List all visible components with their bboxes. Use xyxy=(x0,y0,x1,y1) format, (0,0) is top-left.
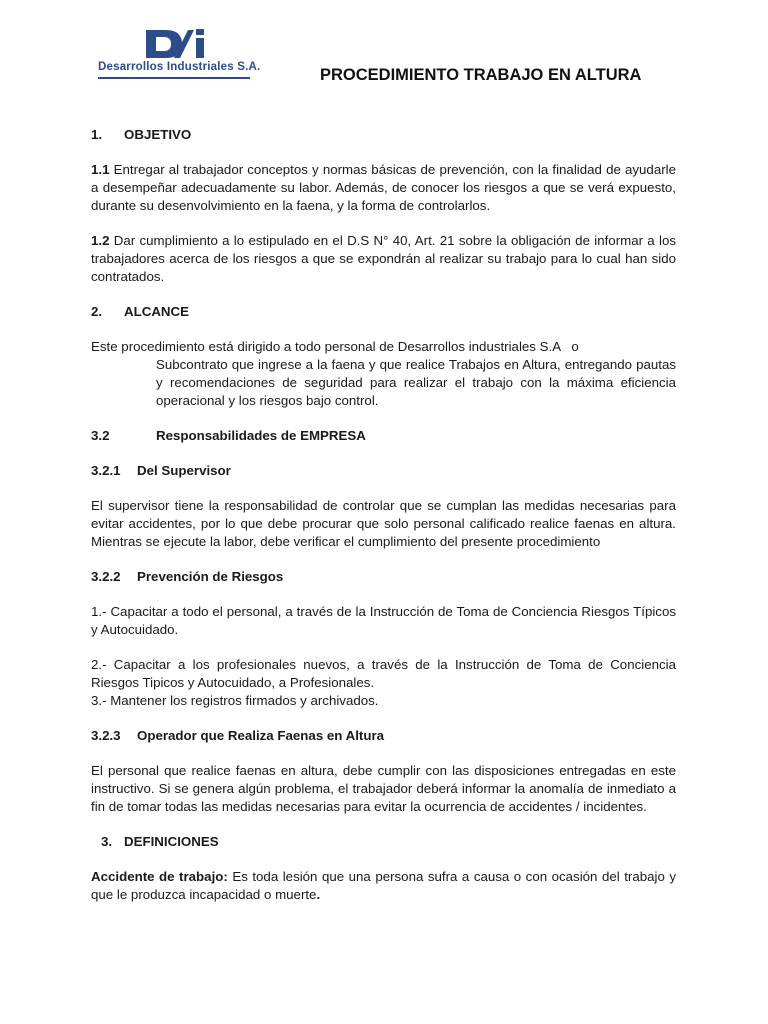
heading-objetivo: 1. OBJETIVO xyxy=(91,127,192,142)
alcance-rest: Subcontrato que ingrese a la faena y que realice Trabajos en Altura, entregando pautas y recomendaciones de seguridad para realizar el trabajo con la máxima eficiencia operacional y los riesgos bajo control. xyxy=(156,357,676,408)
heading-responsabilidades: 3.2 Responsabilidades de EMPRESA xyxy=(91,428,366,443)
heading-prevencion: 3.2.2 Prevención de Riesgos xyxy=(91,569,284,584)
di-logo-mark-icon xyxy=(144,28,208,60)
supervisor-text: El supervisor tiene la responsabilidad de controlar que se cumplan las medidas necesarias para evitar accidentes, por lo que debe procurar que solo personal calificado realice faenas en altura. Mientras se ejecute la labor, debe verificar el cumplimiento del presente procedimiento xyxy=(91,498,676,549)
prevencion-item-1: 1.- Capacitar a todo el personal, a través de la Instrucción de Toma de Conciencia Riesgos Típicos y Autocuidado. xyxy=(91,604,676,637)
company-name: Desarrollos Industriales S.A. xyxy=(98,61,261,73)
heading-alcance: 2. ALCANCE xyxy=(91,304,190,319)
heading-operador: 3.2.3 Operador que Realiza Faenas en Altura xyxy=(91,728,385,743)
alcance-line-1: Este procedimiento está dirigido a todo personal de Desarrollos industriales S.A o xyxy=(91,339,579,354)
paragraph-1-1: 1.1 Entregar al trabajador conceptos y normas básicas de prevención, con la finalidad de ayudarle a desempeñar adecuadamente su labor. Además, de conocer los riesgos a que se verá expuesto, durante su desenvolvimiento en la faena, y la forma de controlarlos. xyxy=(91,162,676,213)
document-title: PROCEDIMIENTO TRABAJO EN ALTURA xyxy=(320,66,642,84)
company-logo xyxy=(98,28,261,80)
operador-text: El personal que realice faenas en altura, debe cumplir con las disposiciones entregadas en este instructivo. Si se genera algún problema, el trabajador deberá informar la anomalía de inmediato a fin de tomar todas las medidas necesarias para evitar la ocurrencia de accidentes / incidentes. xyxy=(91,763,676,814)
heading-supervisor: 3.2.1 Del Supervisor xyxy=(91,463,231,478)
prevencion-item-2: 2.- Capacitar a los profesionales nuevos, a través de la Instrucción de Toma de Conciencia Riesgos Tipicos y Autocuidado, a Profesionales. xyxy=(91,657,676,690)
heading-definiciones: 3. DEFINICIONES xyxy=(101,834,219,849)
logo-underline xyxy=(98,77,250,79)
document-body xyxy=(91,126,676,904)
definicion-accidente: Accidente de trabajo: Es toda lesión que una persona sufra a causa o con ocasión del trabajo y que le produzca incapacidad o muerte. xyxy=(91,869,676,902)
paragraph-1-2: 1.2 Dar cumplimiento a lo estipulado en el D.S N° 40, Art. 21 sobre la obligación de informar a los trabajadores acerca de los riesgos a que se expondrán al realizar su trabajo para lo cual han sido contratados. xyxy=(91,233,676,284)
prevencion-item-3: 3.- Mantener los registros firmados y archivados. xyxy=(91,693,379,708)
